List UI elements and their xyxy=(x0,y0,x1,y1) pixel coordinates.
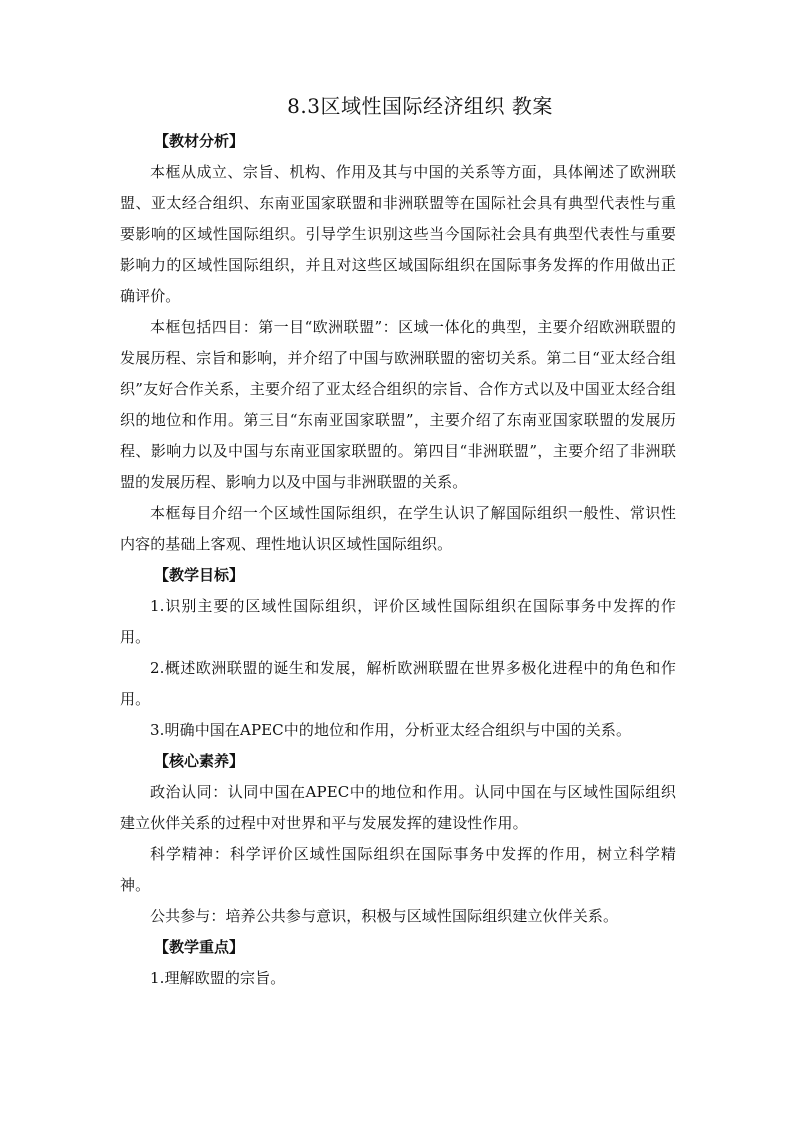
paragraph: 本框从成立、宗旨、机构、作用及其与中国的关系等方面，具体阐述了欧洲联盟、亚太经合组织、东南亚国家联盟和非洲联盟等在国际社会具有典型代表性与重要影响的区域性国际组织。引导学生识别这些当今国际社会具有典型代表性与重要影响力的区域性国际组织，并且对这些区域国际组织在国际事务发挥的作用做出正确评价。 xyxy=(120,163,676,305)
document-page xyxy=(120,92,676,994)
page-title: 8.3区域性国际经济组织 教案 xyxy=(287,94,553,118)
section-heading: 【教学目标】 xyxy=(154,566,245,584)
section-heading: 【教材分析】 xyxy=(154,132,245,150)
list-item: 2.概述欧洲联盟的诞生和发展，解析欧洲联盟在世界多极化进程中的角色和作用。 xyxy=(120,659,676,708)
paragraph: 政治认同：认同中国在APEC中的地位和作用。认同中国在与区域性国际组织建立伙伴关系的过程中对世界和平与发展发挥的建设性作用。 xyxy=(120,783,676,832)
list-item: 1.理解欧盟的宗旨。 xyxy=(150,969,286,987)
section-teaching-focus xyxy=(120,932,676,994)
list-item: 1.识别主要的区域性国际组织，评价区域性国际组织在国际事务中发挥的作用。 xyxy=(120,597,676,646)
paragraph: 公共参与：培养公共参与意识，积极与区域性国际组织建立伙伴关系。 xyxy=(150,907,619,925)
paragraph: 科学精神：科学评价区域性国际组织在国际事务中发挥的作用，树立科学精神。 xyxy=(120,845,676,894)
section-teaching-objectives xyxy=(120,560,676,746)
paragraph: 本框每目介绍一个区域性国际组织，在学生认识了解国际组织一般性、常识性内容的基础上客观、理性地认识区域性国际组织。 xyxy=(120,504,676,553)
section-heading: 【教学重点】 xyxy=(154,938,245,956)
section-heading: 【核心素养】 xyxy=(154,752,245,770)
paragraph: 本框包括四目：第一目“欧洲联盟”：区域一体化的典型，主要介绍欧洲联盟的发展历程、宗旨和影响，并介绍了中国与欧洲联盟的密切关系。第二目“亚太经合组织”友好合作关系，主要介绍了亚太经合组织的宗旨、合作方式以及中国亚太经合组织的地位和作用。第三目“东南亚国家联盟”，主要介绍了东南亚国家联盟的发展历程、影响力以及中国与东南亚国家联盟的。第四目“非洲联盟”，主要介绍了非洲联盟的发展历程、影响力以及中国与非洲联盟的关系。 xyxy=(120,318,676,491)
section-core-competencies xyxy=(120,746,676,932)
list-item: 3.明确中国在APEC中的地位和作用，分析亚太经合组织与中国的关系。 xyxy=(150,721,632,739)
section-textbook-analysis xyxy=(120,126,676,560)
